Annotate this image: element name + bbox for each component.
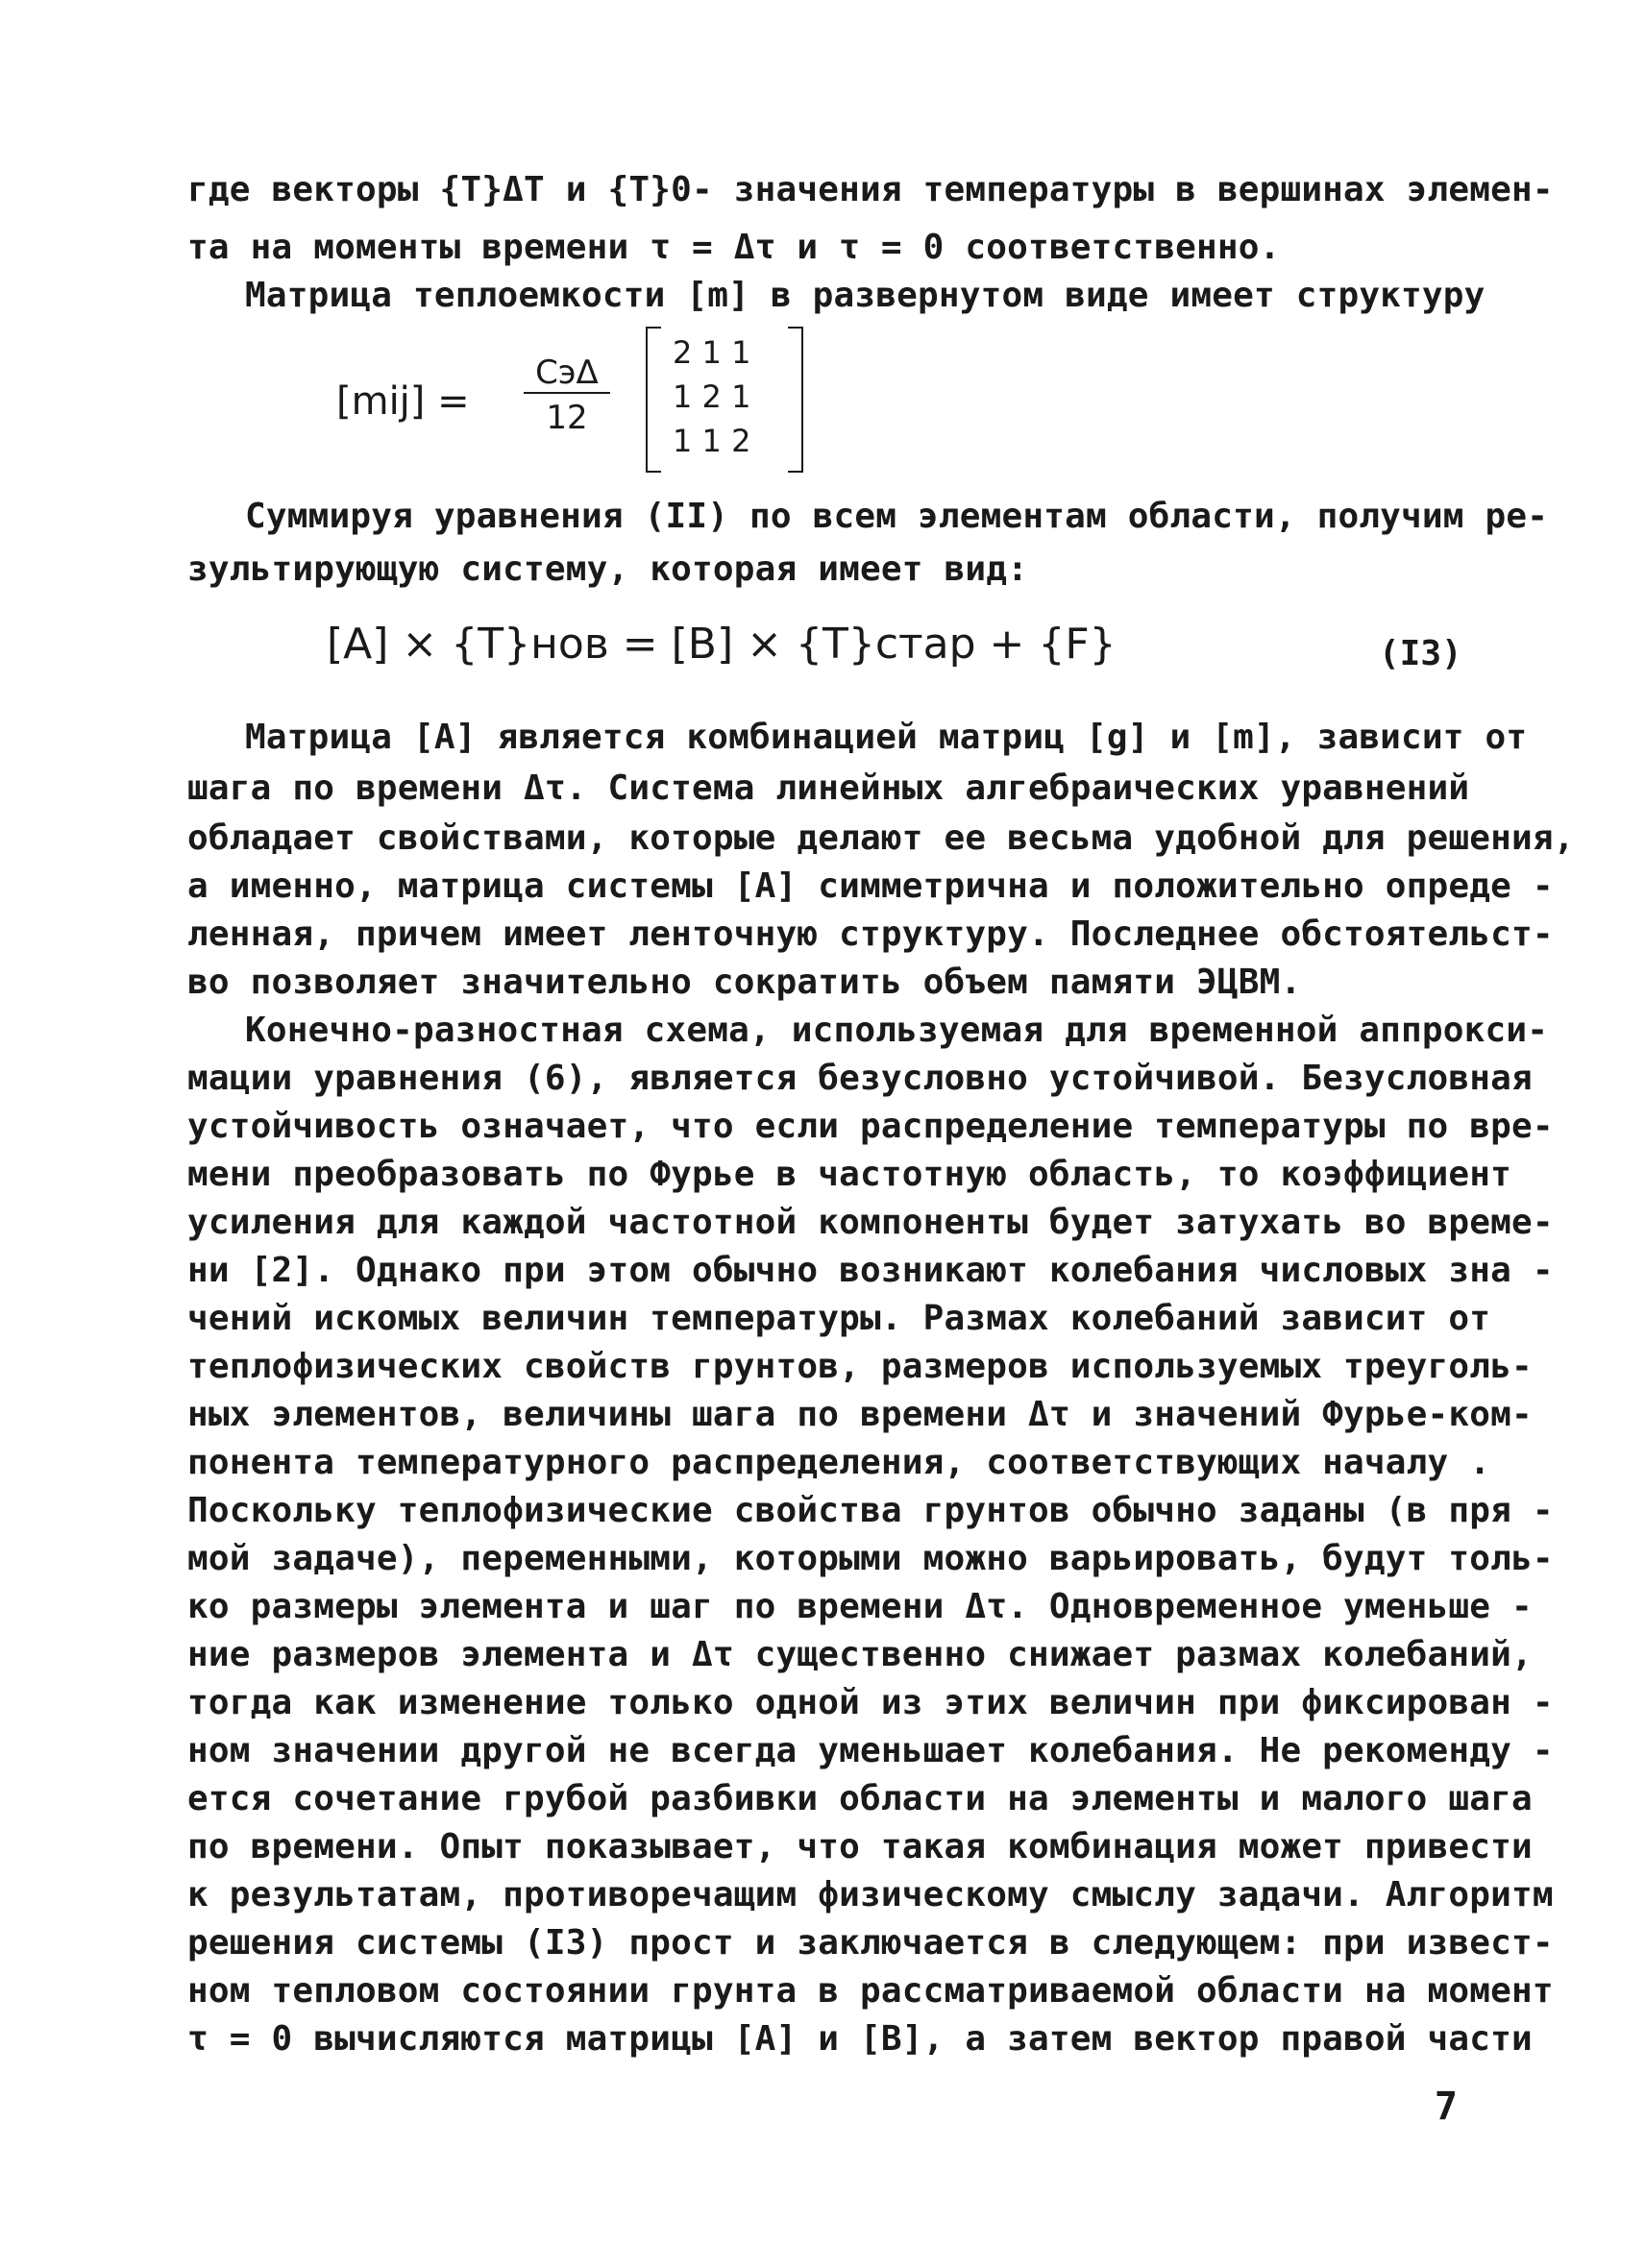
matrix-row-3: 1 1 2 (673, 423, 751, 459)
matrix-right-bracket (788, 327, 803, 473)
matrix-row-1: 2 1 1 (673, 334, 751, 371)
para-b-line: мени преобразовать по Фурье в частотную область, то коэффициент (187, 1155, 1512, 1194)
para-b-line: мой задаче), переменными, которыми можно варьировать, будут толь- (187, 1539, 1554, 1578)
fraction-bar (524, 392, 610, 394)
para-a-line: обладает свойствами, которые делают ее весьма удобной для решения, (187, 818, 1575, 858)
equation-13: [A] × {T}нов = [B] × {T}стар + {F} (327, 620, 1117, 669)
para-b-line: устойчивость означает, что если распределение температуры по вре- (187, 1107, 1554, 1146)
para-a-line: шага по времени Δτ. Система линейных алгебраических уравнений (187, 768, 1470, 808)
equation-13-number: (I3) (1379, 634, 1462, 673)
matrix-left-bracket (646, 327, 661, 473)
para-b-line: Конечно-разностная схема, используемая для временной аппрокси- (245, 1011, 1549, 1050)
para-b-line: ние размеров элемента и Δτ существенно снижает размах колебаний, (187, 1635, 1533, 1674)
para-a-line: во позволяет значительно сократить объем памяти ЭЦВМ. (187, 963, 1302, 1002)
para-b-line: тогда как изменение только одной из этих величин при фиксирован - (187, 1683, 1554, 1722)
para-b-line: по времени. Опыт показывает, что такая комбинация может привести (187, 1827, 1533, 1866)
para-b-line: τ = 0 вычисляются матрицы [A] и [B], а затем вектор правой части (187, 2019, 1533, 2059)
para-b-line: ется сочетание грубой разбивки области на элементы и малого шага (187, 1779, 1533, 1818)
para-b-line: теплофизических свойств грунтов, размеров используемых треуголь- (187, 1347, 1533, 1386)
matrix-row-2: 1 2 1 (673, 378, 751, 415)
para-b-line: ных элементов, величины шага по времени Δτ и значений Фурье-ком- (187, 1395, 1533, 1434)
intro-line-1: где векторы {T}ΔT и {T}0- значения температуры в вершинах элемен- (187, 170, 1554, 209)
matrix-lhs: [mij] = (336, 379, 470, 424)
intro-line-2: та на моменты времени τ = Δτ и τ = 0 соответственно. (187, 228, 1281, 267)
para-b-line: мации уравнения (6), является безусловно устойчивой. Безусловная (187, 1059, 1533, 1098)
para-b-line: ном значении другой не всегда уменьшает колебания. Не рекоменду - (187, 1731, 1554, 1770)
para-b-line: Поскольку теплофизические свойства грунтов обычно заданы (в пря - (187, 1491, 1554, 1530)
para-b-line: ном тепловом состоянии грунта в рассматриваемой области на момент (187, 1971, 1554, 2011)
para-b-line: к результатам, противоречащим физическому смыслу задачи. Алгоритм (187, 1875, 1554, 1914)
matrix-coef-denominator: 12 (546, 399, 588, 437)
para-a-line: ленная, причем имеет ленточную структуру. Последнее обстоятельст- (187, 915, 1554, 954)
para-b-line: ни [2]. Однако при этом обычно возникают колебания числовых зна - (187, 1251, 1554, 1290)
para-b-line: понента температурного распределения, соответствующих началу . (187, 1443, 1491, 1482)
para-b-line: усиления для каждой частотной компоненты будет затухать во време- (187, 1203, 1554, 1242)
para-a-line: Матрица [A] является комбинацией матриц [g] и [m], зависит от (245, 718, 1528, 757)
summing-line-2: зультирующую систему, которая имеет вид: (187, 549, 1028, 589)
para-b-line: решения системы (I3) прост и заключается в следующем: при извест- (187, 1923, 1554, 1963)
page-number: 7 (1434, 2085, 1458, 2129)
para-b-line: ко размеры элемента и шаг по времени Δτ. Одновременное уменьше - (187, 1587, 1533, 1626)
intro-line-3: Матрица теплоемкости [m] в развернутом виде имеет структуру (245, 276, 1485, 315)
matrix-coef-numerator: CэΔ (535, 354, 599, 392)
summing-line-1: Суммируя уравнения (II) по всем элементам области, получим ре- (245, 497, 1549, 536)
para-b-line: чений искомых величин температуры. Размах колебаний зависит от (187, 1299, 1491, 1338)
para-a-line: а именно, матрица системы [A] симметрична и положительно опреде - (187, 866, 1554, 906)
